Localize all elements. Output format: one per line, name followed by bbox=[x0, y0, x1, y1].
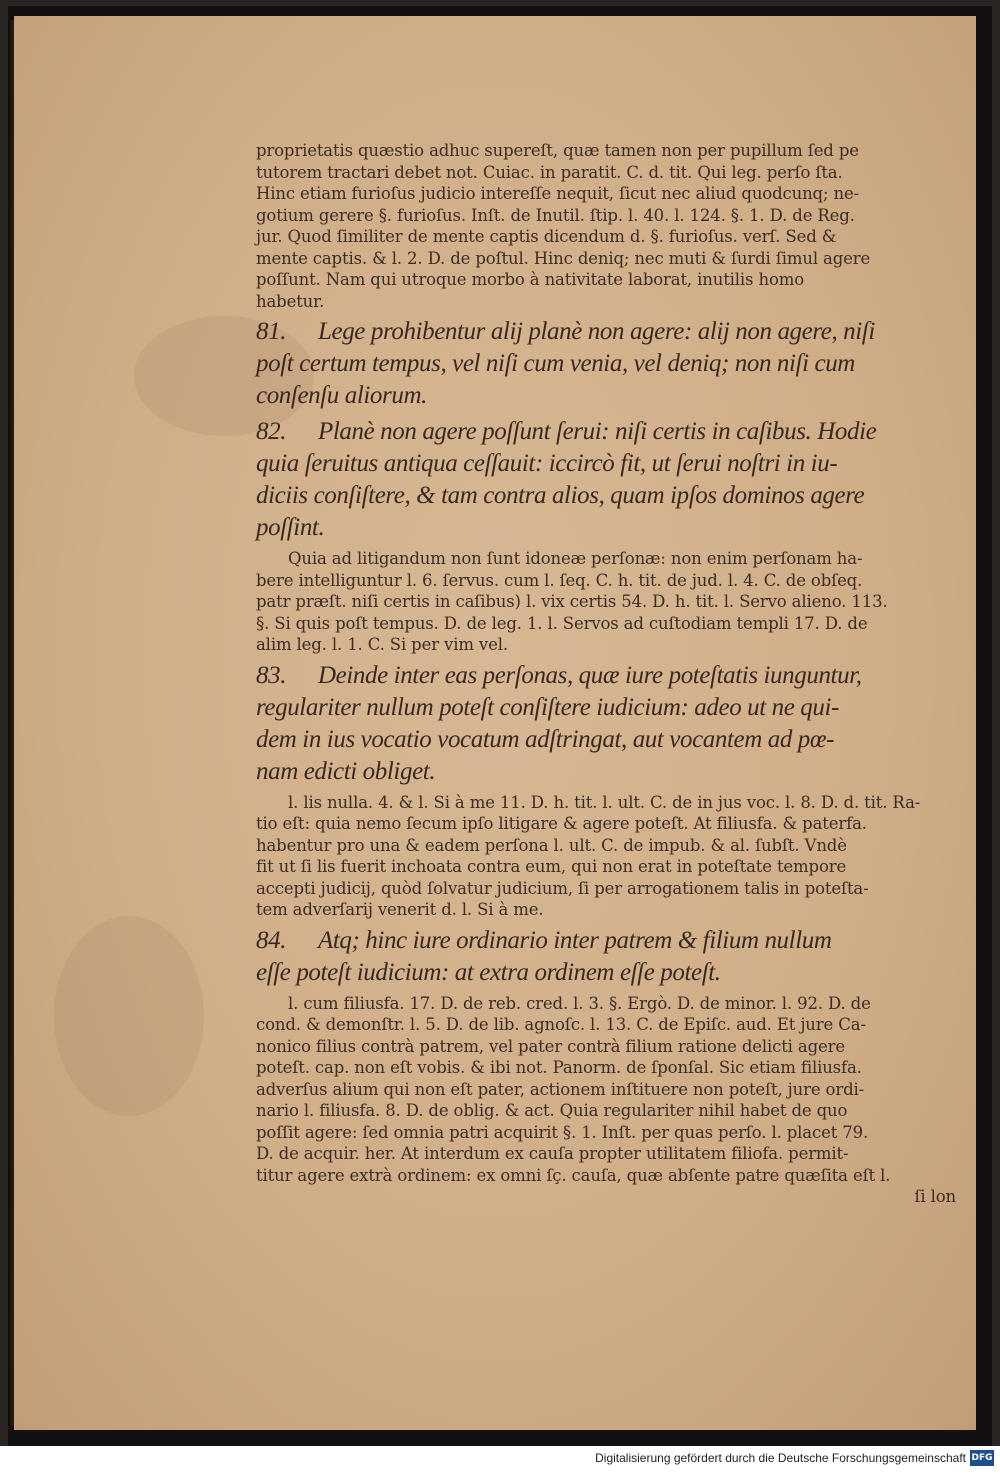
text-line: l. cum filiusfa. 17. D. de reb. cred. l. 3. §. Ergò. D. de minor. l. 92. D. de bbox=[288, 993, 871, 1013]
text-line: nario l. filiusfa. 8. D. de oblig. & act. Quia regulariter nihil habet de quo bbox=[256, 1101, 848, 1120]
text-line: titur agere extrà ordinem: ex omni ſç. cauſa, quæ abſente patre quæſita eſt l. bbox=[256, 1165, 891, 1185]
thesis-line: Lege prohibentur alij planè non agere: alij non agere, niſi bbox=[318, 318, 875, 345]
text-line: jur. Quod ſimiliter de mente captis dicendum d. §. furioſus. verſ. Sed & bbox=[256, 227, 837, 246]
page-text bbox=[256, 140, 956, 1212]
text-line: fit ut ſi lis fuerit inchoata contra eum, qui non erat in poteſtate tempore bbox=[256, 857, 847, 876]
text-line: patr præſt. niſi certis in caſibus) l. vix certis 54. D. h. tit. l. Servo alieno. 113. bbox=[256, 592, 888, 611]
text-line: poſſunt. Nam qui utroque morbo à nativitate laborat, inutilis homo bbox=[256, 270, 805, 289]
text-line: tutorem tractari debet not. Cuiac. in paratit. C. d. tit. Qui leg. perſo ſta. bbox=[256, 162, 843, 182]
text-line: Quia ad litigandum non ſunt idoneæ perſonæ: non enim perſonam ha- bbox=[288, 549, 863, 568]
text-line: adverſus alium qui non eſt pater, actionem inſtituere non poteſt, jure ordi- bbox=[256, 1079, 865, 1099]
text-line: tem adverſarij venerit d. l. Si à me. bbox=[256, 900, 544, 919]
funding-notice: Digitalisierung gefördert durch die Deutsche Forschungsgemeinschaft bbox=[595, 1451, 966, 1465]
thesis-line: poſſint. bbox=[256, 514, 325, 541]
text-line: bere intelliguntur l. 6. ſervus. cum l. ſeq. C. h. tit. de jud. l. 4. C. de obſeq. bbox=[256, 570, 863, 590]
thesis-number: 82. bbox=[256, 418, 287, 445]
thesis-83 bbox=[256, 660, 956, 788]
thesis-line: regulariter nullum poteſt conſiſtere iudicium: adeo ut ne qui- bbox=[256, 693, 839, 721]
text-line: cond. & demonſtr. l. 5. D. de lib. agnoſc. l. 13. C. de Epiſc. aud. Et jure Ca- bbox=[256, 1015, 866, 1034]
text-line: habentur pro una & eadem perſona l. ult. C. de impub. & al. ſubſt. Vndè bbox=[256, 835, 847, 855]
paragraph-commentary-84 bbox=[256, 993, 956, 1208]
thesis-81 bbox=[256, 316, 956, 412]
thesis-line: diciis conſiſtere, & tam contra alios, quam ipſos dominos agere bbox=[256, 482, 865, 509]
text-line: proprietatis quæstio adhuc supereſt, quæ tamen non per pupillum ſed pe bbox=[256, 141, 859, 160]
paragraph-commentary-83 bbox=[256, 792, 956, 921]
thesis-line: eſſe poteſt iudicium: at extra ordinem eſſe poteſt. bbox=[256, 958, 721, 986]
thesis-number: 84. bbox=[256, 926, 287, 954]
paragraph-intro bbox=[256, 140, 956, 312]
text-line: alim leg. l. 1. C. Si per vim vel. bbox=[256, 635, 508, 654]
text-line: gotium gerere §. furioſus. Inſt. de Inutil. ſtip. l. 40. l. 124. §. 1. D. de Reg. bbox=[256, 205, 855, 225]
text-line: accepti judicij, quòd ſolvatur judicium, ſi per arrogationem talis in poteſta- bbox=[256, 878, 869, 898]
thesis-line: conſenſu aliorum. bbox=[256, 382, 427, 409]
thesis-line: Atq; hinc iure ordinario inter patrem & filium nullum bbox=[318, 926, 832, 954]
thesis-number: 83. bbox=[256, 661, 287, 689]
text-line: §. Si quis poſt tempus. D. de leg. 1. l. Servos ad cuſtodiam templi 17. D. de bbox=[256, 613, 868, 633]
thesis-line: Deinde inter eas perſonas, quæ iure poteſtatis iunguntur, bbox=[318, 661, 862, 689]
paragraph-commentary-82 bbox=[256, 548, 956, 656]
text-line: poteſt. cap. non eſt vobis. & ibi not. Panorm. de ſponſal. Sic etiam filiusfa. bbox=[256, 1058, 862, 1077]
thesis-84 bbox=[256, 925, 956, 989]
text-line: poſſit agere: ſed omnia patri acquirit §. 1. Inſt. per quas perſo. l. placet 79. bbox=[256, 1122, 869, 1142]
dfg-logo-icon: DFG bbox=[970, 1450, 994, 1466]
thesis-number: 81. bbox=[256, 318, 287, 345]
text-line: D. de acquir. her. At interdum ex cauſa propter utilitatem filiofa. permit- bbox=[256, 1144, 849, 1163]
page-stain bbox=[54, 916, 204, 1116]
thesis-82 bbox=[256, 416, 956, 544]
text-line: habetur. bbox=[256, 291, 325, 311]
thesis-line: poſt certum tempus, vel niſi cum venia, vel deniq; non niſi cum bbox=[256, 350, 855, 377]
text-line: nonico filius contrà patrem, vel pater contrà filium ratione delicti agere bbox=[256, 1036, 845, 1056]
text-line: Hinc etiam furioſus judicio intereſſe nequit, ſicut nec aliud quodcunq; ne- bbox=[256, 184, 859, 203]
thesis-line: nam edicti obliget. bbox=[256, 757, 436, 785]
thesis-line: Planè non agere poſſunt ſerui: niſi certis in caſibus. Hodie bbox=[318, 418, 877, 445]
text-line: tio eſt: quia nemo ſecum ipſo litigare & agere poteſt. At filiusfa. & paterfa. bbox=[256, 814, 867, 833]
catchword: ſi lon bbox=[914, 1187, 956, 1206]
thesis-line: quia ſeruitus antiqua ceſſauit: iccircò fit, ut ſerui noſtri in iu- bbox=[256, 450, 838, 477]
text-line: l. lis nulla. 4. & l. Si à me 11. D. h. tit. l. ult. C. de in jus voc. l. 8. D. d. tit. Ra- bbox=[288, 792, 921, 812]
thesis-line: dem in ius vocatio vocatum adſtringat, aut vocantem ad pœ- bbox=[256, 725, 835, 753]
text-line: mente captis. & l. 2. D. de poſtul. Hinc deniq; nec muti & ſurdi ſimul agere bbox=[256, 248, 871, 268]
